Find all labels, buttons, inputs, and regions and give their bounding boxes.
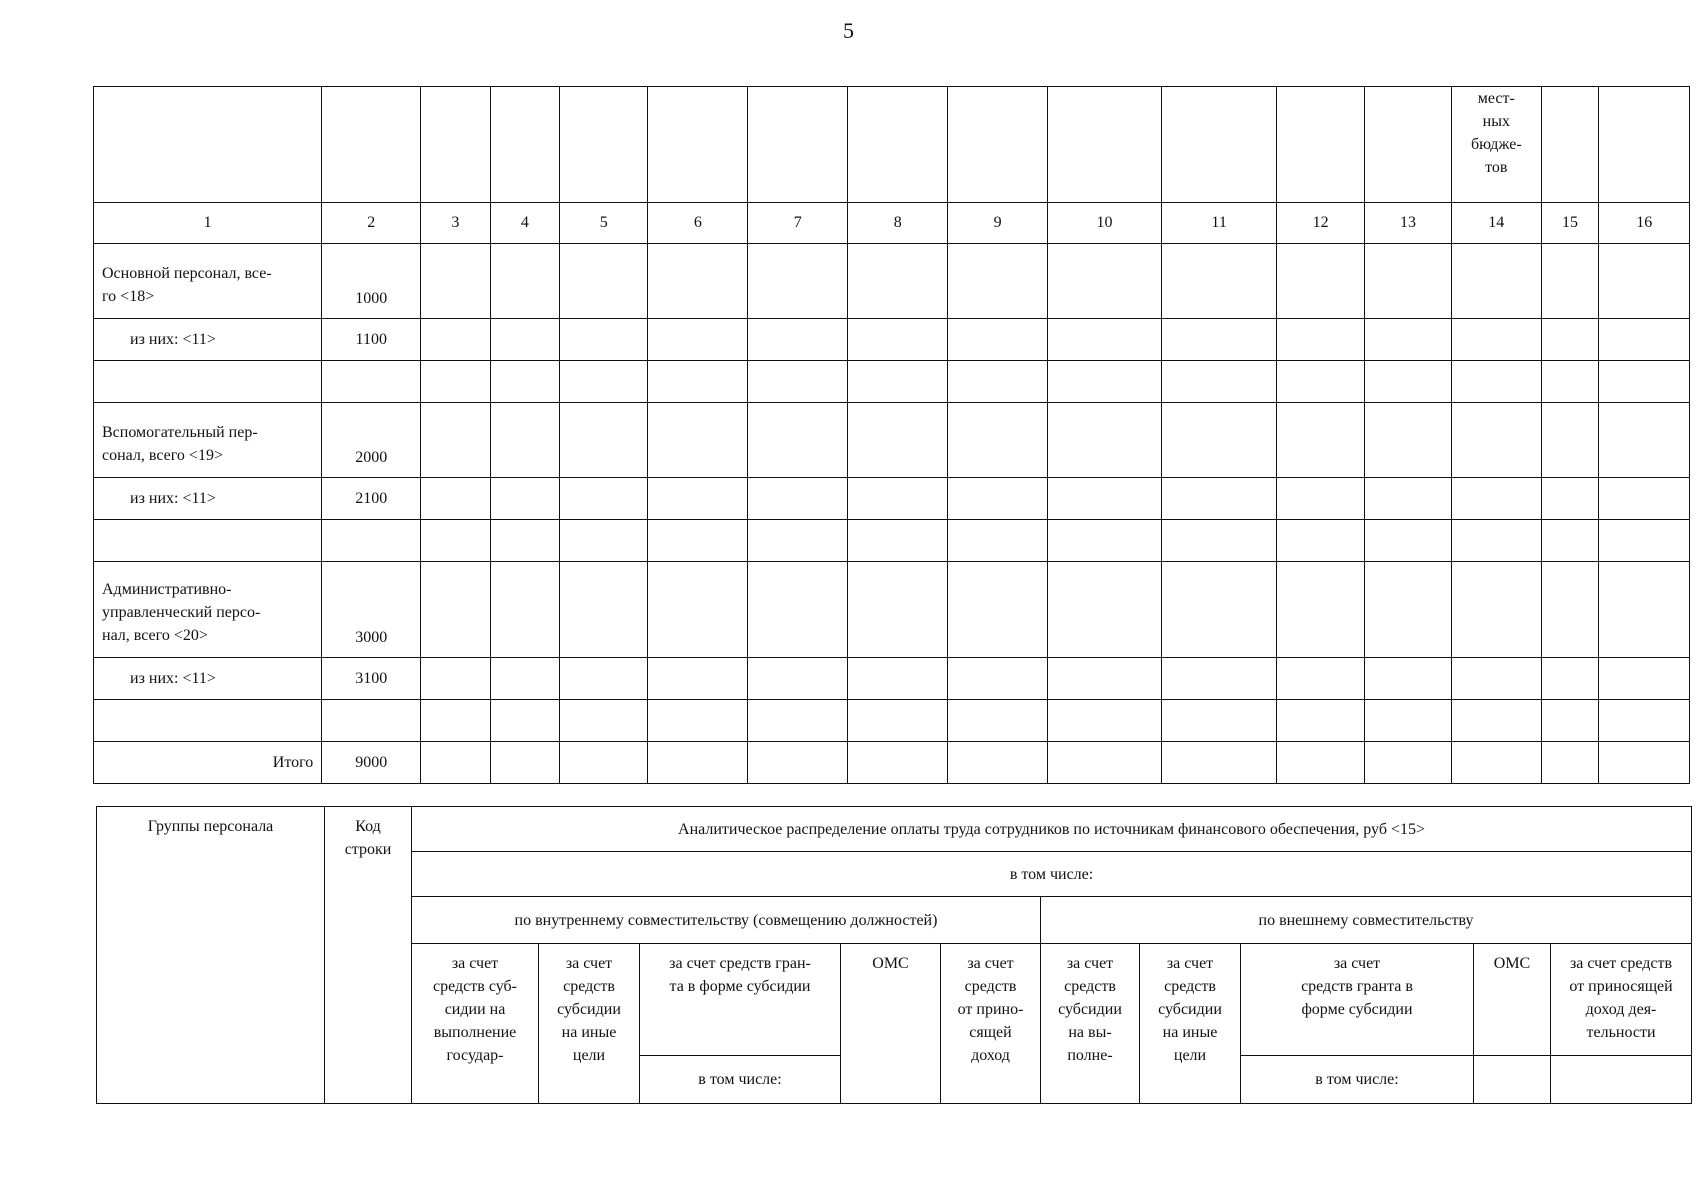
empty-cell [848,319,948,361]
empty-cell [848,478,948,520]
row-code [322,361,421,403]
empty-cell [490,658,559,700]
row-code-header: Код строки [325,807,412,1104]
empty-cell [748,658,848,700]
empty-cell [1599,658,1690,700]
empty-cell [1277,562,1364,658]
analytical-distribution-header: Аналитическое распределение оплаты труда сотрудников по источникам финансового обеспечения, руб <15> [412,807,1692,852]
ext-subsidy-other-header: за счет средств субсидии на иные цели [1140,944,1241,1104]
empty-cell [948,658,1048,700]
empty-cell [1599,562,1690,658]
empty-cell [421,403,490,478]
empty-cell [1161,562,1277,658]
table-row [94,562,1690,658]
empty-cell [1364,319,1451,361]
empty-cell [1599,478,1690,520]
empty-cell [648,742,748,784]
empty-cell [1364,361,1451,403]
empty-cell [648,403,748,478]
empty-cell [1277,658,1364,700]
row-label [94,700,322,742]
empty-cell [1452,361,1541,403]
table-row [94,319,1690,361]
ext-grant-including-header: в том числе: [1241,1056,1474,1104]
empty-cell [1599,742,1690,784]
empty-cell [1161,478,1277,520]
empty-cell [421,319,490,361]
column-number: 15 [1541,203,1599,244]
row-label: Итого [94,742,322,784]
empty-cell [1364,403,1451,478]
empty-cell [421,658,490,700]
empty-cell [748,520,848,562]
empty-cell [1599,520,1690,562]
empty-cell [421,562,490,658]
table-body [94,244,1690,784]
empty-cell [1277,244,1364,319]
row-code: 2100 [322,478,421,520]
empty-cell [1599,700,1690,742]
empty-cell [490,361,559,403]
empty-cell [1364,562,1451,658]
column-number: 16 [1599,203,1690,244]
empty-cell [1277,700,1364,742]
empty-cell [1452,700,1541,742]
empty-cell [848,244,948,319]
internal-combination-header: по внутреннему совместительству (совмещению должностей) [412,897,1041,944]
empty-cell [490,244,559,319]
table2-row-1 [97,807,1692,852]
empty-cell [1541,520,1599,562]
empty-cell [848,520,948,562]
empty-cell [648,700,748,742]
empty-cell [560,562,648,658]
empty-cell [1541,361,1599,403]
empty-cell [748,742,848,784]
column-number: 3 [421,203,490,244]
empty-cell [848,361,948,403]
empty-cell [1161,700,1277,742]
row-code: 1100 [322,319,421,361]
empty-cell [1599,244,1690,319]
empty-cell [848,658,948,700]
empty-cell [421,520,490,562]
empty-cell [1599,403,1690,478]
empty-cell [1364,520,1451,562]
row-code: 9000 [322,742,421,784]
page-number: 5 [843,18,854,43]
table-row [94,361,1690,403]
empty-cell [1452,658,1541,700]
empty-cell [648,520,748,562]
empty-cell [560,319,648,361]
empty-cell [490,403,559,478]
empty-cell [1364,478,1451,520]
empty-cell [948,319,1048,361]
empty-cell [1277,361,1364,403]
row-label [94,361,322,403]
empty-cell [848,403,948,478]
empty-cell [1161,319,1277,361]
empty-cell [848,562,948,658]
empty-cell [421,700,490,742]
empty-cell [1161,742,1277,784]
column-number-row [94,203,1690,244]
int-income-header: за счет средств от прино- сящей доход [941,944,1041,1104]
empty-cell [421,742,490,784]
empty-cell [1364,700,1451,742]
row-label: Основной персонал, все- го <18> [94,244,322,319]
empty-cell [1048,700,1162,742]
empty-cell [1048,520,1162,562]
empty-cell [1452,562,1541,658]
empty-cell [1599,361,1690,403]
row-label: Вспомогательный пер- сонал, всего <19> [94,403,322,478]
empty-cell [1048,244,1162,319]
empty-cell [421,478,490,520]
column-number: 6 [648,203,748,244]
column-number: 1 [94,203,322,244]
empty-cell [560,700,648,742]
column-number: 7 [748,203,848,244]
empty-cell [1161,361,1277,403]
row-code [322,520,421,562]
empty-cell [490,742,559,784]
empty-cell [1277,478,1364,520]
empty-cell [421,361,490,403]
empty-cell [1048,562,1162,658]
column-number: 13 [1364,203,1451,244]
empty-cell [1364,658,1451,700]
empty-cell [648,361,748,403]
empty-cell [1161,244,1277,319]
int-subsidy-other-header: за счет средств субсидии на иные цели [539,944,640,1104]
empty-cell [648,244,748,319]
empty-cell [560,478,648,520]
empty-cell [748,403,848,478]
column-number: 11 [1161,203,1277,244]
empty-cell [560,742,648,784]
empty-cell [1048,658,1162,700]
empty-cell [1161,403,1277,478]
empty-cell [1541,658,1599,700]
empty-cell [848,742,948,784]
row-code [322,700,421,742]
column-number: 9 [948,203,1048,244]
analytical-distribution-header-table [96,806,1692,1104]
empty-cell [1277,520,1364,562]
empty-cell [948,742,1048,784]
row-code: 3100 [322,658,421,700]
empty-cell [1364,244,1451,319]
empty-cell [1277,403,1364,478]
staff-table-continued [93,86,1690,784]
empty-cell [1452,319,1541,361]
empty-cell [948,361,1048,403]
empty-cell [490,562,559,658]
empty-cell [1541,562,1599,658]
empty-cell [560,244,648,319]
empty-cell [948,700,1048,742]
empty-cell [748,361,848,403]
column-number: 12 [1277,203,1364,244]
empty-cell [1048,403,1162,478]
external-combination-header: по внешнему совместительству [1041,897,1692,944]
empty-cell [648,319,748,361]
empty-cell [560,403,648,478]
column-number: 8 [848,203,948,244]
int-grant-header: за счет средств гран- та в форме субсидии [640,944,841,1056]
column-number: 4 [490,203,559,244]
empty-cell [648,658,748,700]
empty-cell [560,520,648,562]
row-code: 2000 [322,403,421,478]
row-label: из них: <11> [94,658,322,700]
empty-cell [1599,319,1690,361]
empty-cell [1364,742,1451,784]
empty-cell [948,562,1048,658]
empty-cell [1452,244,1541,319]
table-row [94,700,1690,742]
empty-cell [1048,319,1162,361]
empty-cell [748,478,848,520]
row-label: из них: <11> [94,478,322,520]
int-oms-header: ОМС [841,944,941,1104]
row-label [94,520,322,562]
empty-cell [1541,478,1599,520]
empty-cell [1541,319,1599,361]
empty-cell [848,700,948,742]
empty-cell [948,244,1048,319]
empty-cell [1452,520,1541,562]
empty-cell [1541,244,1599,319]
table-row [94,742,1690,784]
empty-cell [1452,742,1541,784]
row-code: 1000 [322,244,421,319]
ext-oms-header: ОМС [1474,944,1551,1056]
empty-cell [948,403,1048,478]
row-label: из них: <11> [94,319,322,361]
table-row [94,403,1690,478]
row-code: 3000 [322,562,421,658]
empty-cell [1541,742,1599,784]
empty-cell [1048,361,1162,403]
including-header: в том числе: [412,852,1692,897]
empty-cell [1048,742,1162,784]
empty-cell [748,700,848,742]
empty-cell [948,478,1048,520]
ext-income-header: за счет средств от приносящей доход дея- тельности [1551,944,1692,1056]
empty-cell [648,562,748,658]
empty-cell [1161,520,1277,562]
empty-cell [1161,658,1277,700]
empty-cell [1048,478,1162,520]
empty-cell [421,244,490,319]
empty-cell [748,319,848,361]
table-row [94,658,1690,700]
header-row [94,87,1690,203]
empty-cell [1541,700,1599,742]
empty-cell [948,520,1048,562]
empty-cell [490,700,559,742]
empty-cell [490,478,559,520]
staff-groups-header: Группы персонала [97,807,325,1104]
int-subsidy-state-header: за счет средств суб- сидии на выполнение государ- [412,944,539,1104]
empty-cell [1452,478,1541,520]
empty-cell [1277,742,1364,784]
column-number: 2 [322,203,421,244]
local-budgets-header: мест- ных бюдже- тов [1452,87,1541,203]
empty-cell [1277,319,1364,361]
empty-cell [1541,403,1599,478]
empty-cell [748,244,848,319]
column-number: 10 [1048,203,1162,244]
column-number: 14 [1452,203,1541,244]
ext-grant-header: за счет средств гранта в форме субсидии [1241,944,1474,1056]
empty-cell [490,520,559,562]
row-label: Административно- управленческий персо- нал, всего <20> [94,562,322,658]
table-row [94,244,1690,319]
empty-cell [490,319,559,361]
empty-cell [648,478,748,520]
empty-cell [560,361,648,403]
empty-cell [1452,403,1541,478]
int-grant-including-header: в том числе: [640,1056,841,1104]
column-number: 5 [560,203,648,244]
table-row [94,520,1690,562]
table-row [94,478,1690,520]
empty-cell [560,658,648,700]
empty-cell [748,562,848,658]
ext-subsidy-state-header: за счет средств субсидии на вы- полне- [1041,944,1140,1104]
